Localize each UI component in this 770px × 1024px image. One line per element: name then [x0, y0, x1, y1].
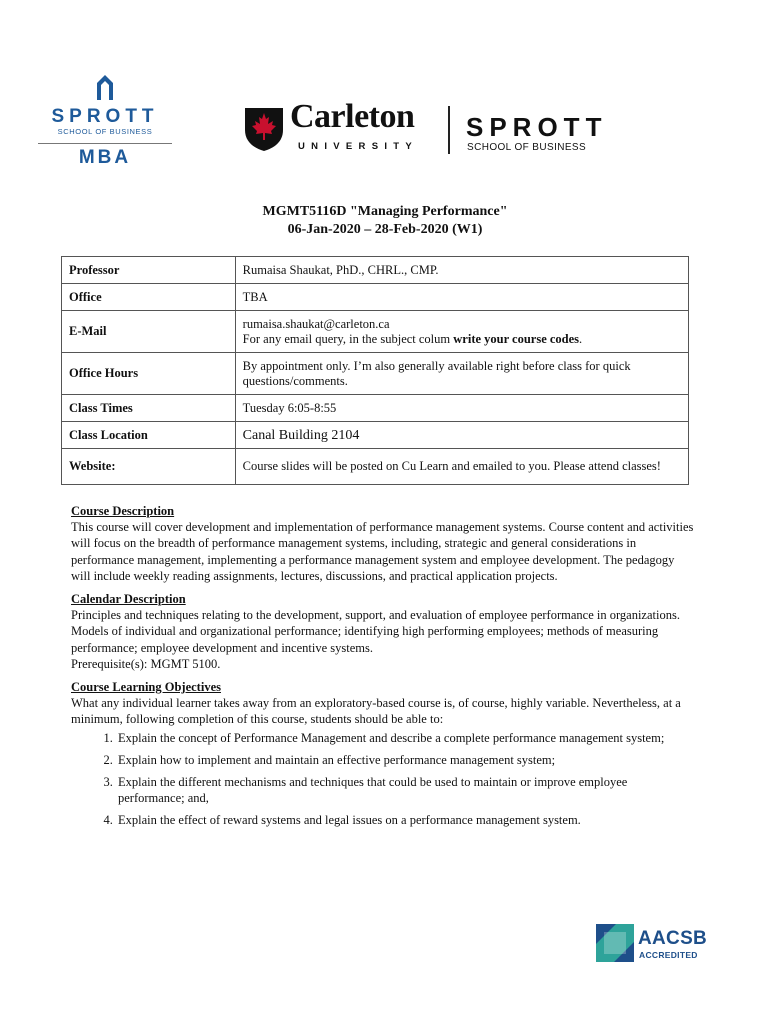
learning-objectives-heading: Course Learning Objectives	[71, 680, 221, 695]
table-row	[62, 353, 689, 395]
mba-logo-sprott: SPROTT	[51, 106, 159, 127]
maple-leaf-shield-icon	[244, 106, 284, 152]
professor-label: Professor	[62, 257, 236, 284]
sprott-school: SCHOOL OF BUSINESS	[467, 142, 587, 153]
email-note-bold: write your course codes	[453, 331, 580, 346]
list-item: 2. Explain how to implement and maintain an effective performance management system;	[116, 752, 696, 768]
course-description-heading: Course Description	[71, 504, 175, 518]
list-item: 3. Explain the different mechanisms and techniques that could be used to maintain or improve employee performance; and,	[116, 774, 696, 806]
website-label: Website:	[62, 449, 236, 485]
prerequisite-text: Prerequisite(s): MGMT 5100.	[71, 656, 221, 671]
table-row	[62, 284, 689, 311]
sprott-mba-logo	[38, 74, 172, 174]
class-location-value: Canal Building 2104	[235, 422, 688, 449]
table-row	[62, 257, 689, 284]
sprott-name: SPROTT	[466, 112, 608, 142]
calendar-description-heading: Calendar Description	[71, 592, 186, 607]
email-label: E-Mail	[62, 311, 236, 353]
logo-divider	[448, 106, 450, 154]
calendar-description-section	[71, 591, 696, 672]
aacsb-badge	[596, 922, 706, 970]
email-note	[243, 332, 681, 347]
email-note-prefix: For any email query, in the subject colum	[242, 331, 454, 346]
website-value: Course slides will be posted on Cu Learn and emailed to you. Please attend classes!	[235, 449, 688, 485]
office-value: TBA	[235, 284, 688, 311]
course-title-block	[0, 203, 770, 239]
course-title: MGMT5116D "Managing Performance"	[262, 204, 508, 219]
course-dates: 06-Jan-2020 – 28-Feb-2020 (W1)	[287, 222, 483, 237]
class-location-label: Class Location	[62, 422, 236, 449]
email-value	[235, 311, 688, 353]
list-item: 4. Explain the effect of reward systems and legal issues on a performance management system.	[116, 812, 696, 828]
aacsb-mark-icon	[596, 924, 634, 962]
table-row	[62, 395, 689, 422]
mba-logo-divider	[38, 143, 172, 144]
aacsb-name: AACSB	[638, 928, 708, 949]
table-row	[62, 449, 689, 485]
class-times-label: Class Times	[62, 395, 236, 422]
mba-logo-program: MBA	[78, 147, 132, 168]
course-info-table	[61, 256, 689, 485]
list-item: 1. Explain the concept of Performance Management and describe a complete performance management system;	[116, 730, 696, 746]
course-description-text: This course will cover development and implementation of performance management systems. Course content and activities will focus on the breadth of performance management systems, including, strategic and general considerations in performance management, implementing a performance management system and employee development. The pedagogy will include weekly reading assignments, lectures, discussions, and practical application projects.	[71, 520, 694, 583]
learning-objectives-section	[71, 679, 696, 829]
mba-logo-school: SCHOOL OF BUSINESS	[57, 127, 153, 136]
learning-objectives-list	[71, 730, 696, 829]
email-note-suffix: .	[579, 331, 583, 346]
carleton-university: UNIVERSITY	[298, 141, 419, 152]
office-hours-value: By appointment only. I’m also generally available right before class for quick questions/comments.	[235, 353, 688, 395]
email-address[interactable]: rumaisa.shaukat@carleton.ca	[242, 316, 390, 331]
aacsb-status: ACCREDITED	[639, 950, 698, 960]
professor-value: Rumaisa Shaukat, PhD., CHRL., CMP.	[235, 257, 688, 284]
carleton-sprott-logo	[244, 98, 664, 160]
learning-objectives-intro: What any individual learner takes away from an exploratory-based course is, of course, highly variable. Nevertheless, at a minimum, following completion of this course, students should be able to:	[71, 696, 681, 727]
table-row	[62, 311, 689, 353]
sprott-arch-icon	[95, 74, 115, 100]
class-times-value: Tuesday 6:05-8:55	[235, 395, 688, 422]
table-row	[62, 422, 689, 449]
office-label: Office	[62, 284, 236, 311]
office-hours-label: Office Hours	[62, 353, 236, 395]
syllabus-body	[71, 503, 696, 835]
carleton-name: Carleton	[290, 98, 415, 135]
calendar-description-text: Principles and techniques relating to the development, support, and evaluation of employee performance in organizations. Models of individual and organizational performance; identifying high performing employees; methods of measuring performance; employee development and incentive systems.	[71, 608, 680, 655]
course-description-section	[71, 503, 696, 584]
